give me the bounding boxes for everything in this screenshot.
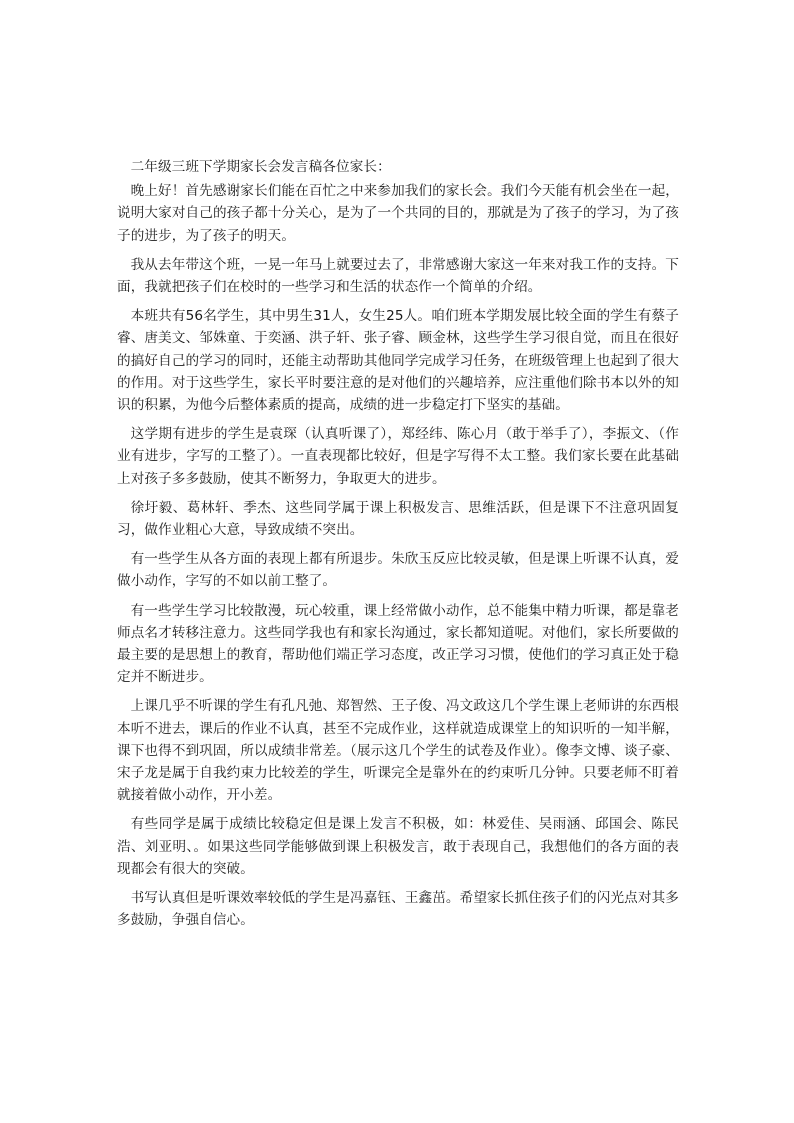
paragraph-introduction: 我从去年带这个班，一晃一年马上就要过去了，非常感谢大家这一年来对我工作的支持。下面，我就把孩子们在校时的一些学习和生活的状态作一个简单的介绍。 [117, 256, 679, 296]
paragraph-neat-writing-students: 书写认真但是听课效率较低的学生是冯嘉钰、王鑫茁。希望家长抓住孩子们的闪光点对其多多鼓励，争强自信心。 [117, 890, 679, 929]
document-title: 二年级三班下学期家长会发言稿各位家长： [130, 159, 391, 175]
paragraph-active-students: 徐圩毅、葛林轩、季杰、这些同学属于课上积极发言、思维活跃，但是课下不注意巩固复习，做作业粗心大意，导致成绩不突出。 [117, 499, 679, 539]
document-body [117, 156, 679, 939]
paragraph-distracted-students: 有一些学生学习比较散漫，玩心较重，课上经常做小动作，总不能集中精力听课，都是靠老师点名才转移注意力。这些同学我也有和家长沟通过，家长都知道呢。对他们，家长所要做的最主要的是思想上的教育，帮助他们端正学习态度，改正学习习惯，使他们的学习真正处于稳定并不断进步。 [117, 602, 679, 686]
paragraph-declined-students: 有一些学生从各方面的表现上都有所退步。朱欣玉反应比较灵敏，但是课上听课不认真，爱做小动作，字写的不如以前工整了。 [117, 551, 679, 590]
paragraph-improved-students: 这学期有进步的学生是袁琛（认真听课了），郑经纬、陈心月（敢于举手了），李振文、（作业有进步，字写的工整了）。一直表现都比较好，但是字写得不太工整。我们家长要在此基础上对孩子多多鼓励，使其不断努力，争取更大的进步。 [117, 426, 679, 487]
paragraph-inattentive-students: 上课几乎不听课的学生有孔凡弛、郑智然、王子俊、冯文政这几个学生课上老师讲的东西根本听不进去，课后的作业不认真，甚至不完成作业，这样就造成课堂上的知识听的一知半解，课下也得不到巩固，所以成绩非常差。（展示这几个学生的试卷及作业）。像李文博、谈子豪、宋子龙是属于自我约束力比较差的学生，听课完全是靠外在的约束听几分钟。只要老师不盯着就接着做小动作，开小差。 [117, 698, 679, 804]
paragraph-class-overview: 本班共有56名学生，其中男生31人，女生25人。咱们班本学期发展比较全面的学生有蔡子睿、唐美文、邹姝童、于奕涵、洪子轩、张子睿、顾金林，这些学生学习很自觉，而且在很好的搞好自己的学习的同时，还能主动帮助其他同学完成学习任务，在班级管理上也起到了很大的作用。对于这些学生，家长平时要注意的是对他们的兴趣培养，应注重他们除书本以外的知识的积累，为他今后整体素质的提高，成绩的进一步稳定打下坚实的基础。 [117, 308, 679, 414]
paragraph-stable-students: 有些同学是属于成绩比较稳定但是课上发言不积极，如：林爱佳、吴雨涵、邱国会、陈民浩、刘亚明、。如果这些同学能够做到课上积极发言，敢于表现自己，我想他们的各方面的表现都会有很大的突破。 [117, 816, 679, 877]
paragraph-greeting: 晚上好！首先感谢家长们能在百忙之中来参加我们的家长会。我们今天能有机会坐在一起，说明大家对自己的孩子都十分关心，是为了一个共同的目的，那就是为了孩子的学习，为了孩子的进步，为了孩子的明天。 [117, 183, 679, 244]
